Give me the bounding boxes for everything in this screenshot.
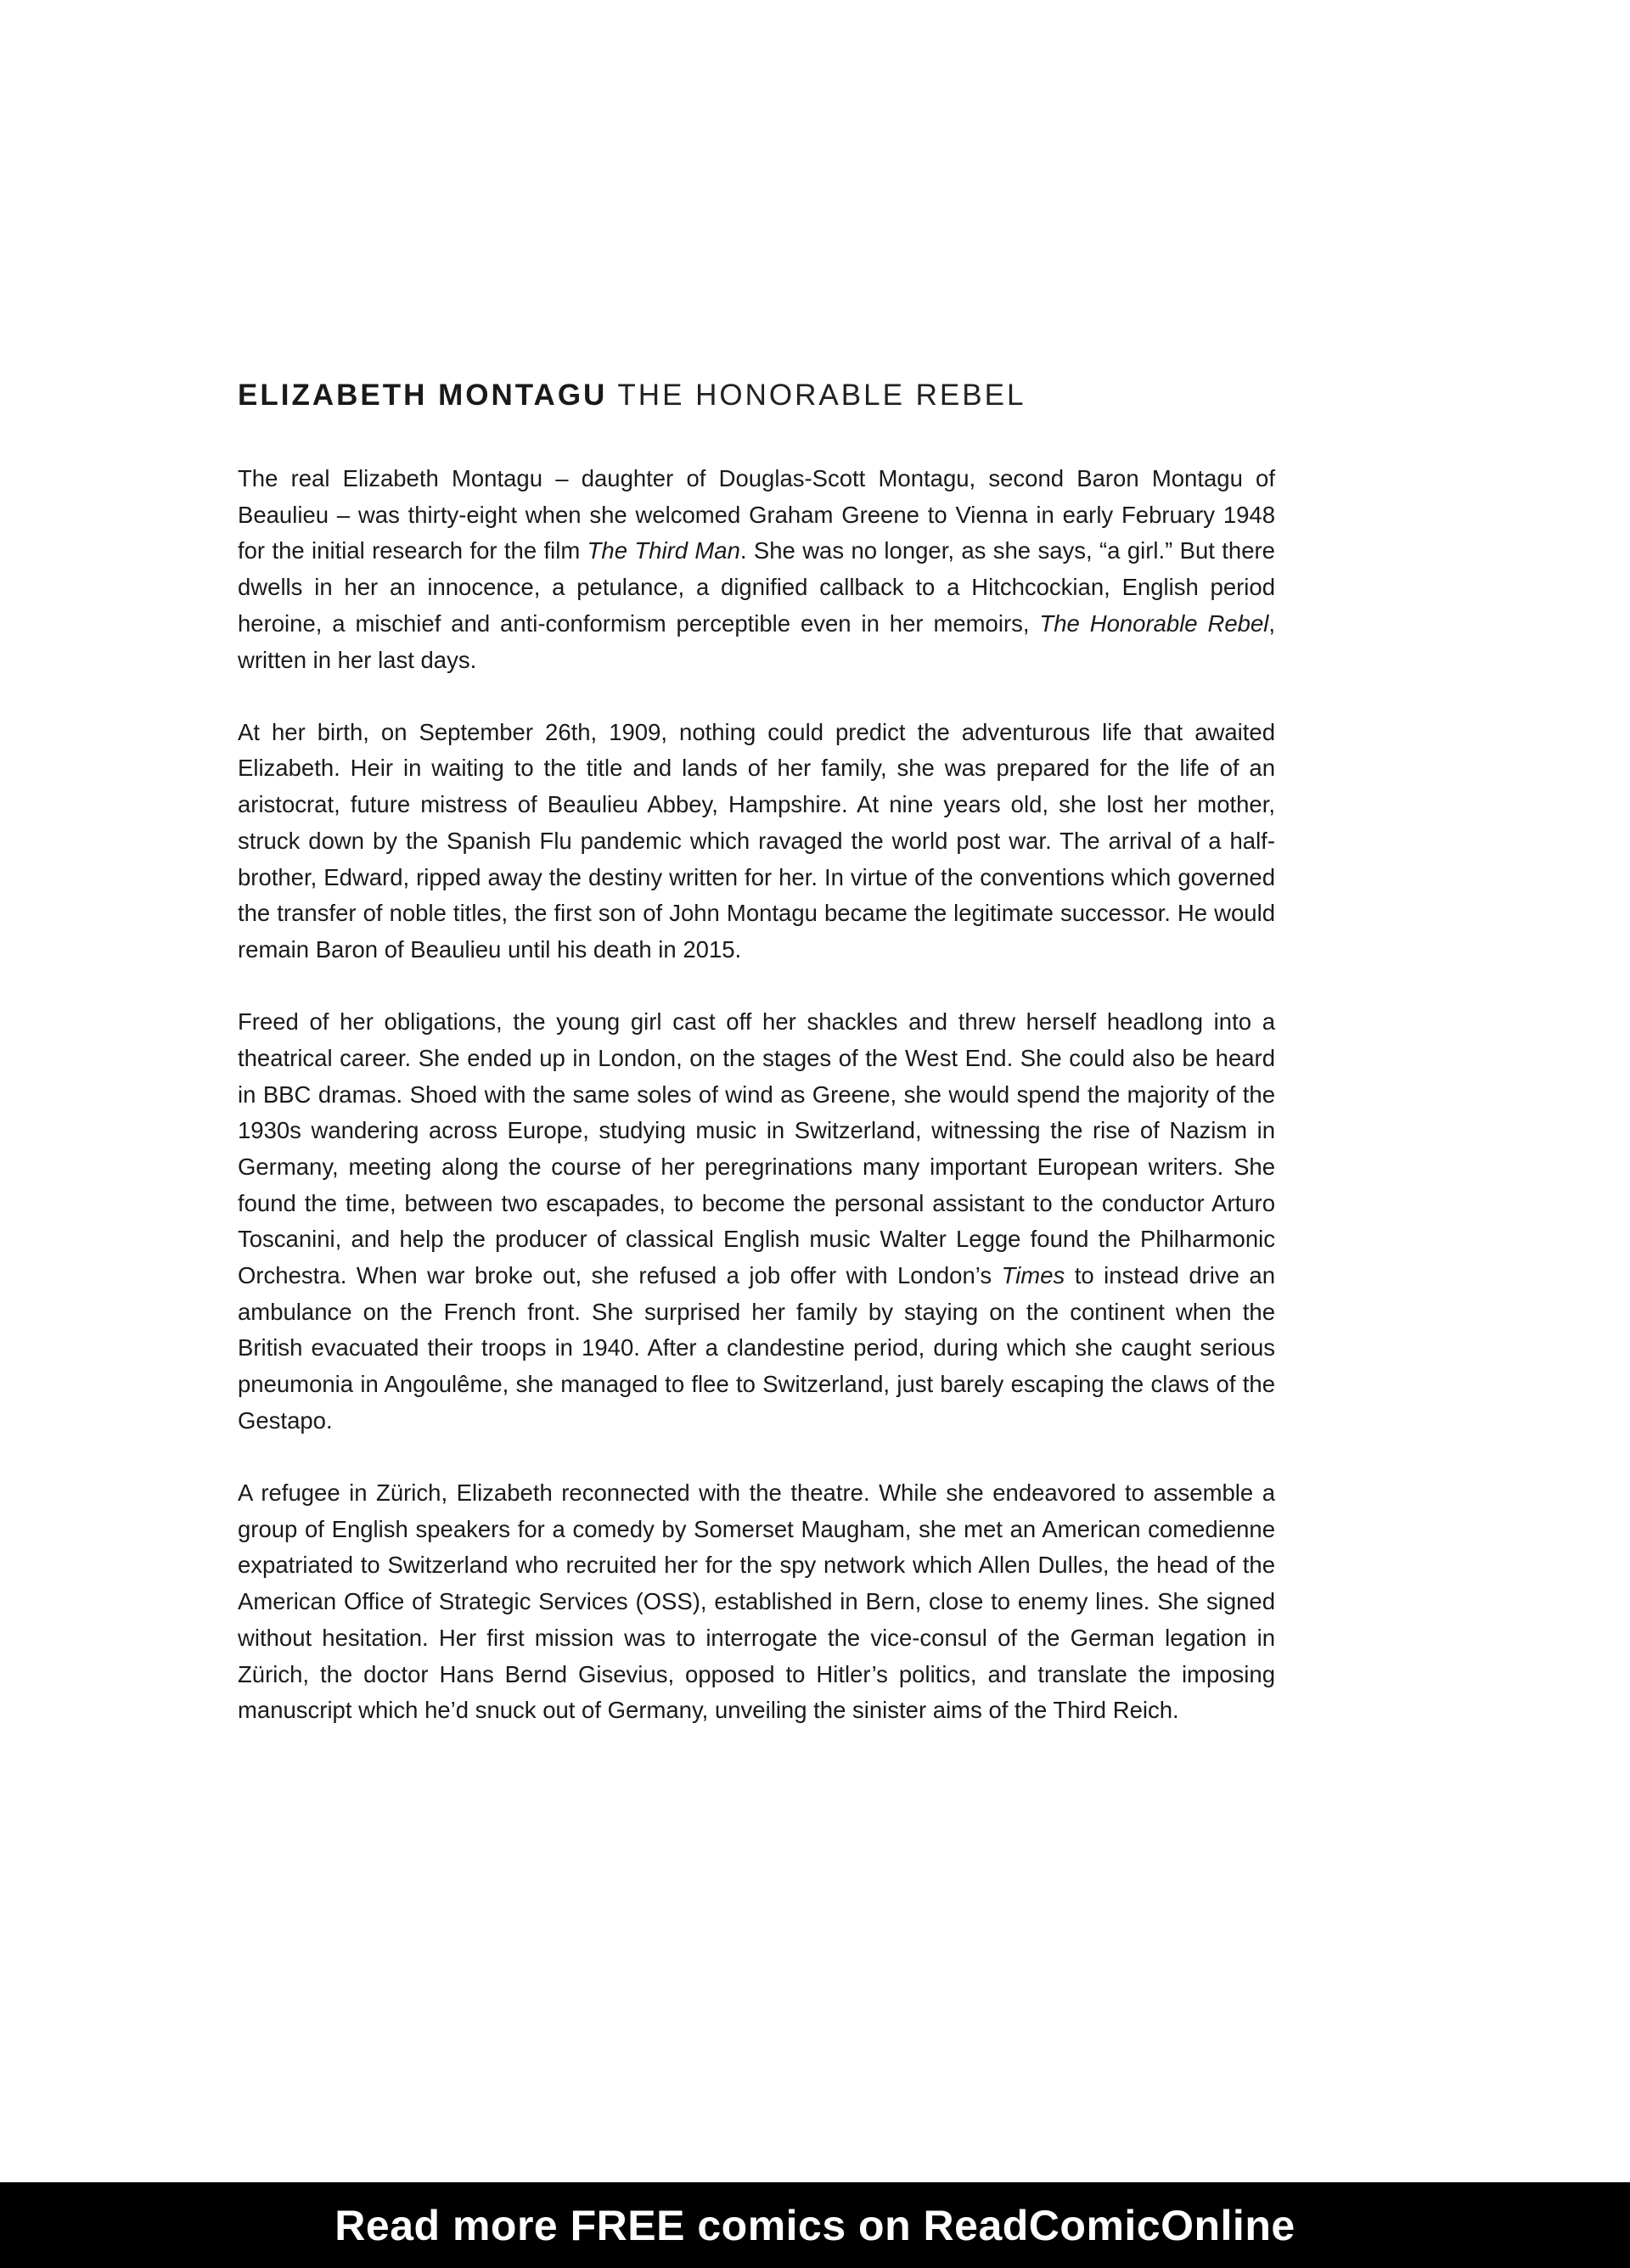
footer-banner-text: Read more FREE comics on ReadComicOnline — [334, 2201, 1296, 2249]
title-subtitle: THE HONORABLE REBEL — [617, 379, 1026, 412]
paragraph-1-text-e: , written in her last days. — [238, 609, 1275, 673]
title-name: ELIZABETH MONTAGU — [238, 379, 608, 412]
article-title — [238, 378, 1275, 413]
book-title-honorable-rebel: The Honorable Rebel — [1039, 609, 1269, 637]
footer-banner — [0, 2182, 1630, 2268]
paragraph-3 — [238, 1004, 1275, 1439]
paragraph-1-text-a: The real Elizabeth Montagu – daughter of Douglas-Scott Montagu, second Baron Montagu of Beaulieu – was thirty-eight when she welcomed Graham Greene to Vienna in early February 1948 for the initial research for the film — [238, 465, 1275, 564]
paragraph-3-text-a: Freed of her obligations, the young girl cast off her shackles and threw herself headlong into a theatrical career. She ended up in London, on the stages of the West End. She could also be heard in BBC dramas. Shoed with the same soles of wind as Greene, she would spend the majority of the 1930s wandering across Europe, studying music in Switzerland, witnessing the rise of Nazism in Germany, meeting along the course of her peregrinations many important European writers. She found the time, between two escapades, to become the personal assistant to the conductor Arturo Toscanini, and help the producer of classical English music Walter Legge found the Philharmonic Orchestra. When war broke out, she refused a job offer with London’s — [238, 1008, 1275, 1289]
paragraph-1-text-c: . She was no longer, as she says, “a girl.” But there dwells in her an innocence, a petulance, a dignified callback to a Hitchcockian, English period heroine, a mischief and anti-conformism perceptible even in her memoirs, — [238, 537, 1275, 637]
paragraph-4: A refugee in Zürich, Elizabeth reconnected with the theatre. While she endeavored to assemble a group of English speakers for a comedy by Somerset Maugham, she met an American comedienne expatriated to Switzerland who recruited her for the spy network which Allen Dulles, the head of the American Office of Strategic Services (OSS), established in Bern, close to enemy lines. She signed without hesitation. Her first mission was to interrogate the vice-consul of the German legation in Zürich, the doctor Hans Bernd Gisevius, opposed to Hitler’s politics, and translate the imposing manuscript which he’d snuck out of Germany, unveiling the sinister aims of the Third Reich. — [238, 1479, 1275, 1724]
article-page — [238, 378, 1275, 1766]
paragraph-2: At her birth, on September 26th, 1909, nothing could predict the adventurous life that awaited Elizabeth. Heir in waiting to the title and lands of her family, she was prepared for the life of an aristocrat, future mistress of Beaulieu Abbey, Hampshire. At nine years old, she lost her mother, struck down by the Spanish Flu pandemic which ravaged the world post war. The arrival of a half-brother, Edward, ripped away the destiny written for her. In virtue of the conventions which governed the transfer of noble titles, the first son of John Montagu became the legitimate successor. He would remain Baron of Beaulieu until his death in 2015. — [238, 718, 1275, 963]
paragraph-1 — [238, 461, 1275, 678]
paragraph-3-text-c: to instead drive an ambulance on the French front. She surprised her family by staying on the continent when the British evacuated their troops in 1940. After a clandestine period, during which she caught serious pneumonia in Angoulême, she managed to flee to Switzerland, just barely escaping the claws of the Gestapo. — [238, 1262, 1275, 1434]
newspaper-title-times: Times — [1001, 1262, 1065, 1289]
film-title-third-man: The Third Man — [587, 537, 740, 564]
